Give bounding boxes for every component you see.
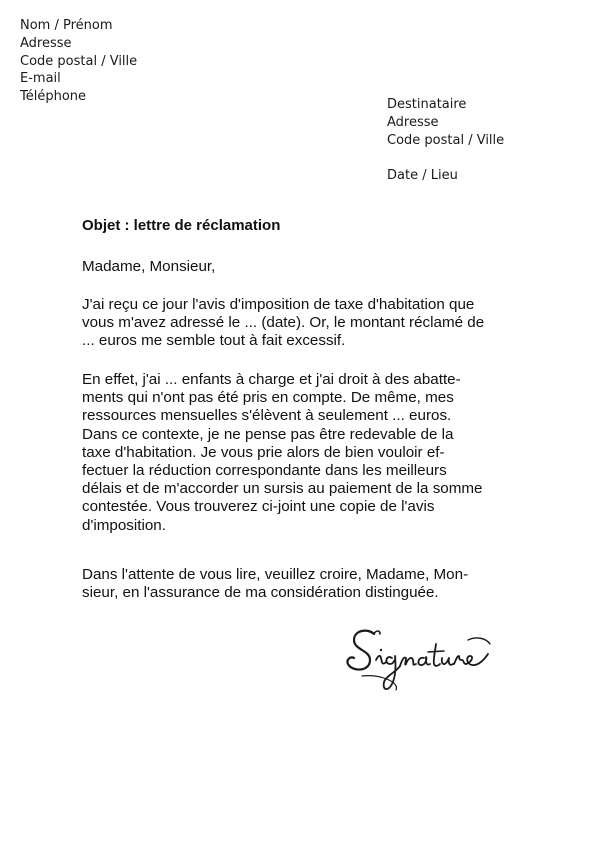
letter-greeting: Madame, Monsieur, (82, 258, 216, 275)
sender-address: Adresse (20, 35, 72, 51)
sender-phone: Téléphone (20, 89, 87, 105)
paragraph-line: ments qui n'ont pas été pris en compte. De même, mes (82, 389, 454, 407)
paragraph-line: vous m'avez adressé le ... (date). Or, le montant réclamé de (82, 314, 485, 332)
handwritten-signature-icon (340, 620, 500, 700)
paragraph-line: délais et de m'accorder un sursis au paiement de la somme (82, 480, 483, 498)
sender-email: E-mail (20, 71, 61, 87)
recipient-label: Destinataire (387, 97, 467, 112)
paragraph-line: J'ai reçu ce jour l'avis d'imposition de taxe d'habitation que (82, 296, 475, 313)
sender-name: Nom / Prénom (20, 18, 113, 33)
sender-block (20, 17, 137, 106)
paragraph-line: En effet, j'ai ... enfants à charge et j'ai droit à des abatte- (82, 371, 461, 388)
recipient-postal-city: Code postal / Ville (387, 133, 505, 148)
paragraph-line: Dans ce contexte, je ne pense pas être redevable de la (82, 425, 454, 443)
paragraph-line: d'imposition. (82, 516, 166, 534)
sender-postal-city: Code postal / Ville (20, 53, 138, 69)
paragraph-line: fectuer la réduction correspondante dans les meilleurs (82, 462, 447, 480)
paragraph-line: contestée. Vous trouverez ci-joint une copie de l'avis (82, 498, 435, 516)
paragraph-line: ressources mensuelles s'élèvent à seulement ... euros. (82, 407, 452, 425)
paragraph-line: Dans l'attente de vous lire, veuillez croire, Madame, Mon- (82, 566, 469, 583)
paragraph-2 (82, 371, 483, 535)
date-place: Date / Lieu (387, 168, 458, 183)
letter-subject: Objet : lettre de réclamation (82, 217, 281, 234)
paragraph-3 (82, 566, 468, 602)
paragraph-line: taxe d'habitation. Je vous prie alors de bien vouloir ef- (82, 443, 445, 461)
recipient-address: Adresse (387, 115, 439, 130)
paragraph-line: ... euros me semble tout à fait excessif. (82, 332, 346, 350)
paragraph-1 (82, 296, 484, 351)
recipient-block (387, 96, 504, 150)
paragraph-line: sieur, en l'assurance de ma considération distinguée. (82, 584, 439, 602)
